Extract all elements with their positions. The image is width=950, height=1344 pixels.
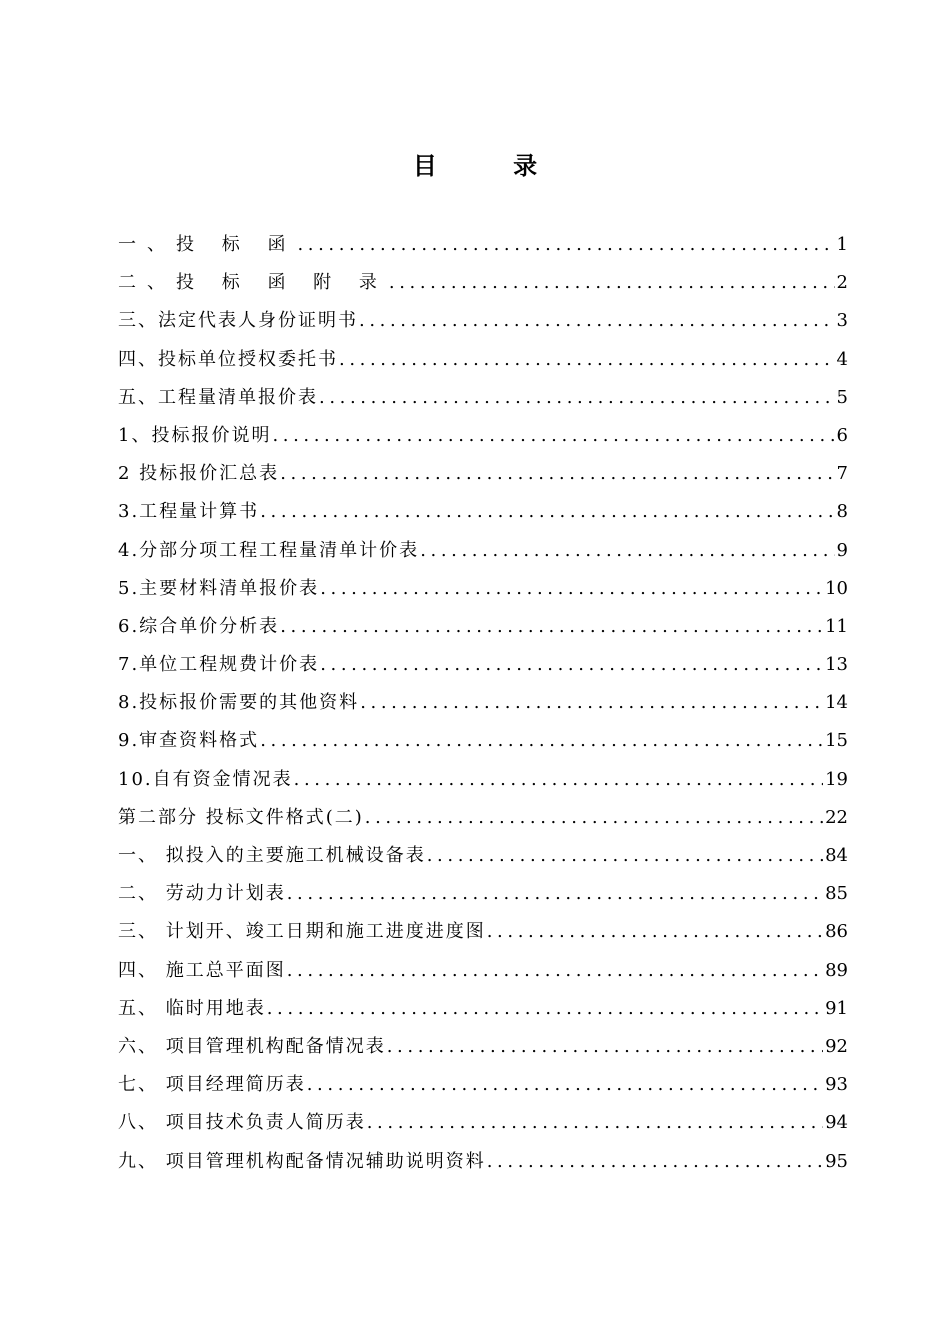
toc-entry[interactable] [118, 532, 848, 570]
toc-leader-dots [366, 1104, 823, 1142]
toc-page-number: 22 [825, 806, 848, 828]
toc-entry-label: 五、 临时用地表 [118, 997, 266, 1019]
toc-page-number: 10 [825, 577, 848, 599]
toc-entry-label: 1、投标报价说明 [118, 424, 272, 446]
toc-entry[interactable] [118, 302, 848, 340]
toc-entry-label: 七、 项目经理简历表 [118, 1074, 306, 1096]
toc-entry[interactable] [118, 570, 848, 608]
toc-page-number: 4 [836, 348, 848, 370]
toc-page-number: 91 [825, 997, 848, 1019]
toc-entry-label: 5.主要材料清单报价表 [118, 577, 320, 599]
toc-page-number: 93 [825, 1074, 848, 1096]
toc-entry[interactable] [118, 722, 848, 760]
toc-entry[interactable] [118, 417, 848, 455]
toc-entry[interactable] [118, 990, 848, 1028]
toc-leader-dots [279, 608, 823, 646]
toc-entry[interactable] [118, 875, 848, 913]
toc-entry-label: 一、投 标 函 [118, 234, 297, 255]
toc-page-number: 19 [825, 768, 848, 790]
toc-page-number: 95 [825, 1150, 848, 1172]
toc-entry-label: 8.投标报价需要的其他资料 [118, 692, 360, 714]
toc-list [118, 226, 848, 1181]
toc-entry-label: 10.自有资金情况表 [118, 768, 293, 790]
toc-leader-dots [426, 837, 823, 875]
toc-page-number: 94 [825, 1112, 848, 1134]
toc-page-number: 11 [825, 615, 848, 637]
toc-page-number: 7 [836, 463, 848, 485]
toc-entry[interactable] [118, 1104, 848, 1142]
toc-entry-label: 九、 项目管理机构配备情况辅助说明资料 [118, 1150, 486, 1172]
toc-leader-dots [296, 226, 834, 264]
toc-entry[interactable] [118, 379, 848, 417]
toc-entry[interactable] [118, 837, 848, 875]
toc-entry[interactable] [118, 264, 848, 302]
toc-leader-dots [359, 684, 823, 722]
toc-entry[interactable] [118, 1066, 848, 1104]
toc-entry[interactable] [118, 952, 848, 990]
toc-leader-dots [358, 302, 835, 340]
toc-leader-dots [306, 1066, 823, 1104]
toc-leader-dots [319, 646, 823, 684]
toc-leader-dots [259, 722, 823, 760]
toc-leader-dots [486, 913, 823, 951]
toc-entry-label: 三、 计划开、竣工日期和施工进度进度图 [118, 921, 486, 943]
toc-entry-label: 一、 拟投入的主要施工机械设备表 [118, 845, 426, 866]
toc-entry[interactable] [118, 684, 848, 722]
toc-entry[interactable] [118, 913, 848, 951]
toc-page-number: 84 [825, 845, 848, 866]
toc-page-number: 5 [836, 386, 848, 408]
toc-entry[interactable] [118, 1028, 848, 1066]
toc-leader-dots [293, 761, 823, 799]
toc-entry[interactable] [118, 493, 848, 531]
toc-page-number: 2 [836, 272, 848, 294]
toc-page-number: 3 [836, 310, 848, 332]
toc-entry-label: 二、投 标 函 附 录 [118, 272, 388, 294]
toc-entry[interactable] [118, 341, 848, 379]
toc-page-number: 8 [836, 501, 848, 523]
toc-leader-dots [286, 952, 823, 990]
toc-leader-dots [386, 1028, 823, 1066]
toc-entry-label: 六、 项目管理机构配备情况表 [118, 1035, 386, 1057]
toc-entry-label: 第二部分 投标文件格式(二) [118, 806, 364, 828]
toc-page-number: 1 [836, 234, 848, 255]
toc-leader-dots [486, 1143, 823, 1181]
toc-leader-dots [286, 875, 823, 913]
toc-page-number: 9 [836, 539, 848, 561]
toc-entry-label: 7.单位工程规费计价表 [118, 654, 320, 676]
toc-entry[interactable] [118, 761, 848, 799]
toc-leader-dots [319, 570, 823, 608]
toc-entry[interactable] [118, 608, 848, 646]
toc-entry-label: 6.综合单价分析表 [118, 615, 280, 637]
toc-entry-label: 2 投标报价汇总表 [118, 463, 280, 485]
toc-entry-label: 四、 施工总平面图 [118, 959, 286, 981]
toc-page-number: 85 [825, 883, 848, 905]
toc-page-number: 92 [825, 1035, 848, 1057]
page-title: 目 录 [412, 151, 572, 180]
toc-entry[interactable] [118, 799, 848, 837]
toc-page-number: 86 [825, 921, 848, 943]
toc-entry-label: 三、法定代表人身份证明书 [118, 310, 358, 332]
toc-leader-dots [338, 341, 835, 379]
toc-page-number: 15 [825, 730, 848, 752]
toc-page-number: 13 [825, 654, 848, 676]
toc-entry-label: 二、 劳动力计划表 [118, 883, 286, 905]
toc-entry[interactable] [118, 646, 848, 684]
toc-leader-dots [271, 417, 834, 455]
toc-leader-dots [318, 379, 835, 417]
toc-leader-dots [266, 990, 823, 1028]
toc-page-number: 6 [836, 424, 848, 446]
toc-entry[interactable] [118, 226, 848, 264]
toc-entry-label: 八、 项目技术负责人简历表 [118, 1112, 366, 1134]
toc-leader-dots [279, 455, 834, 493]
toc-leader-dots [388, 264, 835, 302]
toc-entry-label: 4.分部分项工程工程量清单计价表 [118, 539, 420, 561]
toc-leader-dots [259, 493, 834, 531]
toc-entry-label: 四、投标单位授权委托书 [118, 348, 338, 370]
toc-entry-label: 3.工程量计算书 [118, 501, 260, 523]
toc-entry-label: 五、工程量清单报价表 [118, 386, 318, 408]
toc-entry[interactable] [118, 455, 848, 493]
toc-entry[interactable] [118, 1143, 848, 1181]
toc-page-number: 89 [825, 959, 848, 981]
toc-leader-dots [364, 799, 823, 837]
toc-page-number: 14 [825, 692, 848, 714]
toc-leader-dots [419, 532, 834, 570]
toc-entry-label: 9.审查资料格式 [118, 730, 260, 752]
